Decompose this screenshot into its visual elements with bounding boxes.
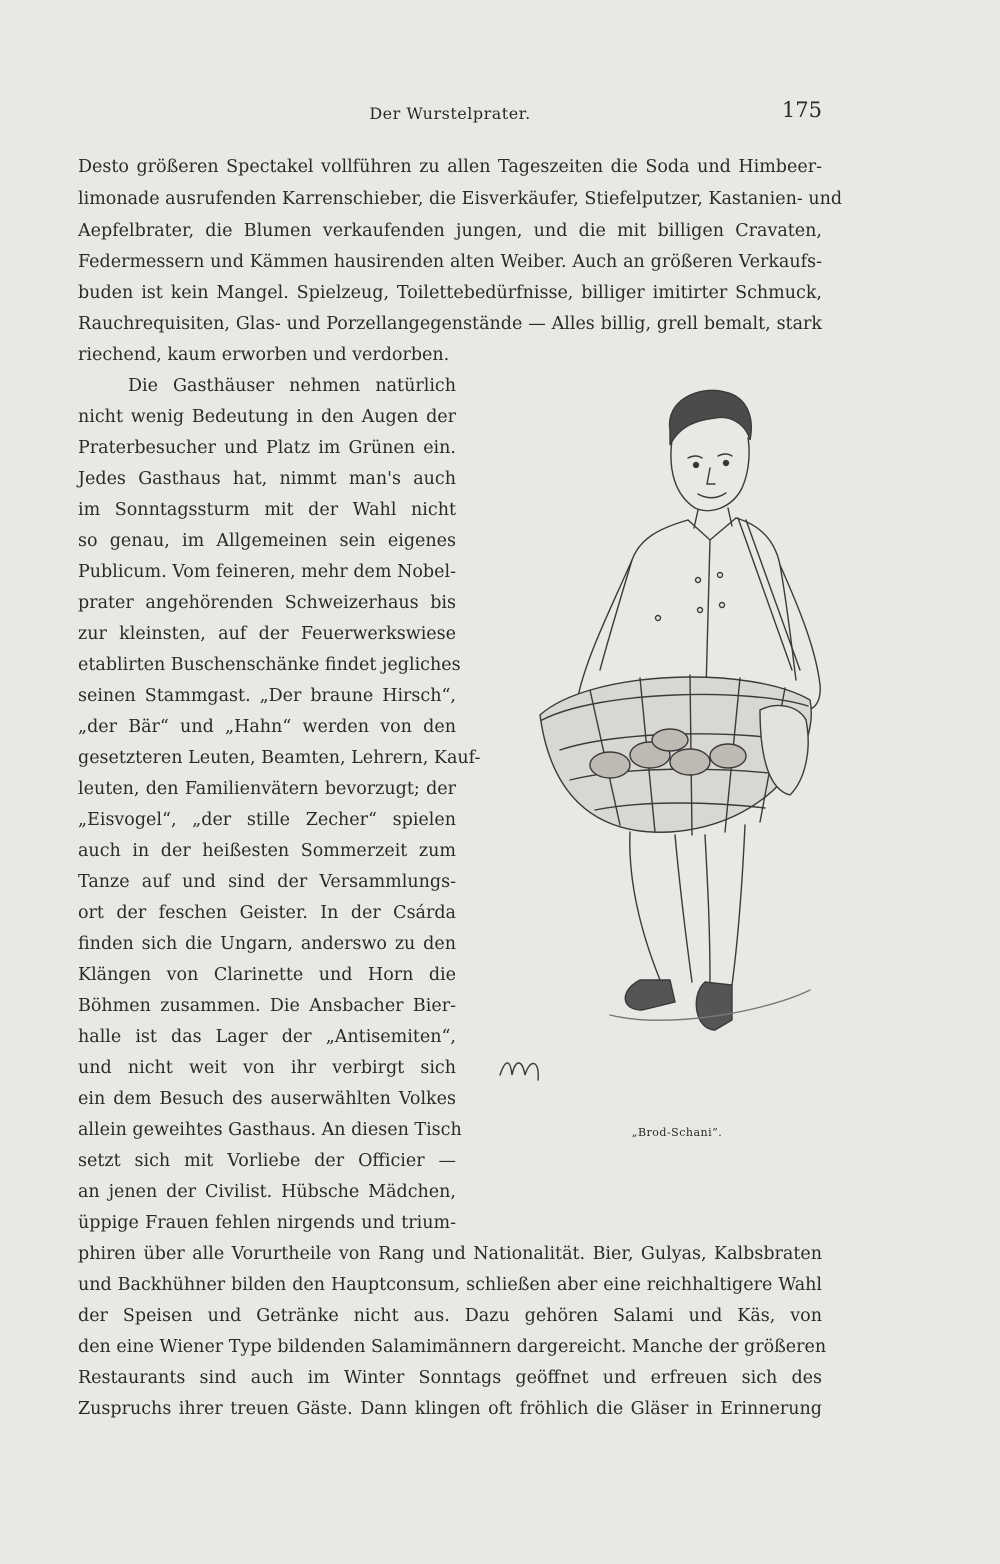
- text-line: an jenen der Civilist. Hübsche Mädchen,: [78, 1182, 456, 1202]
- text-line: Aepfelbrater, die Blumen verkaufenden jungen, und die mit billigen Cravaten,: [78, 221, 822, 241]
- text-line: Praterbesucher und Platz im Grünen ein.: [78, 438, 456, 458]
- text-line: „der Bär“ und „Hahn“ werden von den: [78, 717, 456, 737]
- text-line: finden sich die Ungarn, anderswo zu den: [78, 934, 456, 954]
- text-line: Federmessern und Kämmen hausirenden alten Weiber. Auch an größeren Verkaufs-: [78, 252, 822, 272]
- page-number: 175: [781, 98, 822, 122]
- text-line: „Eisvogel“, „der stille Zecher“ spielen: [78, 810, 456, 830]
- text-line: im Sonntagssturm mit der Wahl nicht: [78, 500, 456, 520]
- text-line: auch in der heißesten Sommerzeit zum: [78, 841, 456, 861]
- text-line: phiren über alle Vorurtheile von Rang und Nationalität. Bier, Gulyas, Kalbsbraten: [78, 1244, 822, 1264]
- text-line: üppige Frauen fehlen nirgends und trium-: [78, 1213, 456, 1233]
- text-line: gesetzteren Leuten, Beamten, Lehrern, Kauf-: [78, 748, 481, 768]
- text-line: Rauchrequisiten, Glas- und Porzellangegenstände — Alles billig, grell bemalt, stark: [78, 314, 822, 334]
- text-line: ort der feschen Geister. In der Csárda: [78, 903, 456, 923]
- text-line: so genau, im Allgemeinen sein eigenes: [78, 531, 456, 551]
- text-line: allein geweihtes Gasthaus. An diesen Tisch: [78, 1120, 462, 1140]
- text-line: den eine Wiener Type bildenden Salamimännern dargereicht. Manche der größeren: [78, 1337, 827, 1357]
- text-line: halle ist das Lager der „Antisemiten“,: [78, 1027, 456, 1047]
- text-line: Publicum. Vom feineren, mehr dem Nobel-: [78, 562, 456, 582]
- text-line: und Backhühner bilden den Hauptconsum, schließen aber eine reichhaltigere Wahl: [78, 1275, 822, 1295]
- text-line: zur kleinsten, auf der Feuerwerkswiese: [78, 624, 456, 644]
- text-line: ein dem Besuch des auserwählten Volkes: [78, 1089, 456, 1109]
- text-line: limonade ausrufenden Karrenschieber, die Eisverkäufer, Stiefelputzer, Kastanien- und: [78, 189, 843, 209]
- text-line: seinen Stammgast. „Der braune Hirsch“,: [78, 686, 456, 706]
- text-line: Die Gasthäuser nehmen natürlich: [128, 376, 456, 396]
- text-line: Desto größeren Spectakel vollführen zu allen Tageszeiten die Soda und Himbeer-: [78, 157, 822, 177]
- text-line: etablirten Buschenschänke findet jegliches: [78, 655, 461, 675]
- text-line: der Speisen und Getränke nicht aus. Dazu gehören Salami und Käs, von: [78, 1306, 822, 1326]
- engraving-drawing: [470, 370, 850, 1090]
- text-line: und nicht weit von ihr verbirgt sich: [78, 1058, 456, 1078]
- text-line: setzt sich mit Vorliebe der Officier —: [78, 1151, 456, 1171]
- text-line: leuten, den Familienvätern bevorzugt; der: [78, 779, 456, 799]
- page-header: [78, 98, 822, 132]
- running-title: Der Wurstelprater.: [369, 104, 531, 123]
- text-line: prater angehörenden Schweizerhaus bis: [78, 593, 456, 613]
- text-line: Böhmen zusammen. Die Ansbacher Bier-: [78, 996, 456, 1016]
- figure-caption: „Brod-Schani“.: [631, 1126, 723, 1139]
- illustration-bread-boy: [470, 370, 850, 1090]
- text-line: Jedes Gasthaus hat, nimmt man's auch: [78, 469, 456, 489]
- text-line: Klängen von Clarinette und Horn die: [78, 965, 456, 985]
- text-line: buden ist kein Mangel. Spielzeug, Toilettebedürfnisse, billiger imitirter Schmuck,: [78, 283, 822, 303]
- text-line: riechend, kaum erworben und verdorben.: [78, 345, 450, 365]
- text-line: Restaurants sind auch im Winter Sonntags geöffnet und erfreuen sich des: [78, 1368, 822, 1388]
- text-line: nicht wenig Bedeutung in den Augen der: [78, 407, 456, 427]
- text-line: Zuspruchs ihrer treuen Gäste. Dann klingen oft fröhlich die Gläser in Erinnerung: [78, 1399, 822, 1419]
- text-line: Tanze auf und sind der Versammlungs-: [78, 872, 456, 892]
